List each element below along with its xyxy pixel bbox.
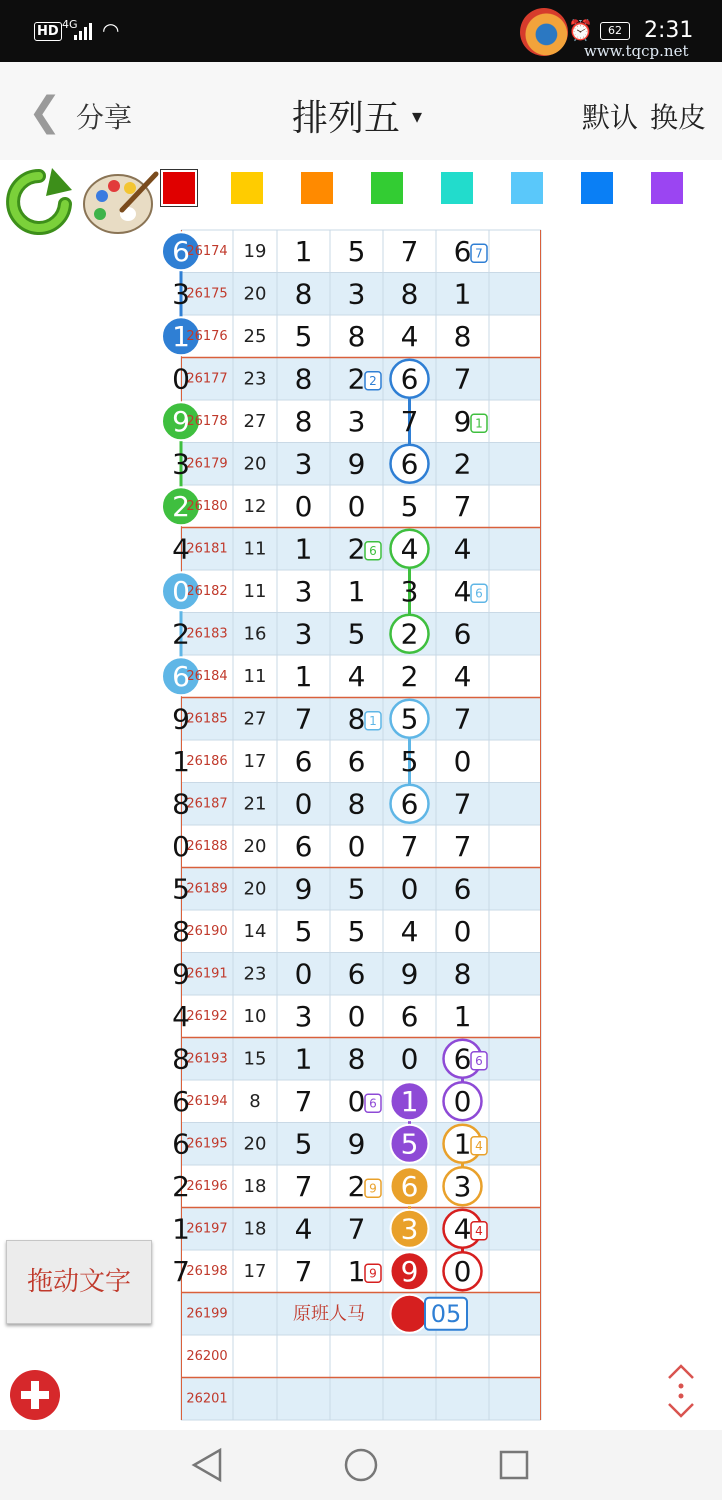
wifi-icon: ◠	[102, 18, 120, 42]
digit-cell: 8	[294, 277, 313, 311]
digit-cell: 2	[347, 1169, 366, 1203]
digit-cell: 6	[347, 744, 366, 778]
gap-badge-text: 6	[475, 1053, 483, 1068]
lottery-chart-table[interactable]	[172, 234, 541, 1430]
digit-cell: 5	[294, 1127, 313, 1161]
issue-number: 26175	[186, 286, 228, 302]
digit-cell: 1	[453, 999, 472, 1033]
issue-number: 26174	[186, 243, 228, 259]
gap-badge-text: 6	[475, 586, 483, 601]
issue-number: 26187	[186, 796, 228, 812]
digit-cell: 7	[400, 234, 419, 268]
square-recent-icon[interactable]	[497, 1446, 531, 1484]
digit-cell: 7	[453, 787, 472, 821]
digit-cell: 3	[400, 574, 419, 608]
digit-cell: 1	[172, 744, 190, 778]
digit-cell: 7	[453, 702, 472, 736]
color-swatch[interactable]	[511, 172, 543, 204]
issue-number: 26186	[186, 753, 228, 769]
digit-cell: 3	[294, 617, 313, 651]
digit-cell: 6	[453, 617, 472, 651]
sum-value: 17	[243, 750, 267, 772]
digit-cell: 2	[347, 362, 366, 396]
digit-cell: 6	[172, 659, 190, 693]
digit-cell: 3	[172, 447, 190, 481]
hd-indicator: HD	[34, 22, 62, 41]
row-background	[181, 1378, 541, 1421]
digit-cell: 9	[400, 1254, 419, 1288]
sum-value: 19	[243, 240, 267, 262]
sum-value: 27	[243, 708, 267, 730]
status-bar	[0, 0, 722, 62]
plus-icon[interactable]	[10, 1370, 60, 1420]
digit-cell: 6	[172, 1127, 190, 1161]
sum-value: 11	[243, 538, 267, 560]
network-type: 4G	[62, 18, 78, 31]
sum-value: 12	[243, 495, 267, 517]
gap-badge-text: 9	[369, 1266, 377, 1281]
sum-value: 27	[243, 410, 267, 432]
digit-cell: 7	[453, 362, 472, 396]
digit-cell: 1	[347, 1254, 366, 1288]
digit-cell: 1	[294, 1042, 313, 1076]
digit-cell: 3	[453, 1169, 472, 1203]
palette-icon[interactable]	[82, 170, 158, 236]
gap-badge-text: 9	[369, 1181, 377, 1196]
digit-cell: 9	[294, 872, 313, 906]
digit-cell: 7	[172, 1254, 190, 1288]
digit-cell: 8	[347, 787, 366, 821]
forecast-dot	[391, 1295, 429, 1333]
digit-cell: 3	[347, 404, 366, 438]
digit-cell: 2	[400, 617, 419, 651]
digit-cell: 9	[347, 1127, 366, 1161]
digit-cell: 0	[347, 829, 366, 863]
digit-cell: 3	[294, 999, 313, 1033]
digit-cell: 8	[347, 1042, 366, 1076]
digit-cell: 0	[294, 489, 313, 523]
digit-cell: 8	[453, 957, 472, 991]
sum-value: 11	[243, 665, 267, 687]
digit-cell: 4	[172, 532, 190, 566]
sum-value: 21	[243, 793, 267, 815]
issue-number: 26178	[186, 413, 228, 429]
alarm-icon: ⏰	[568, 18, 593, 42]
sum-value: 25	[243, 325, 267, 347]
digit-cell: 1	[172, 319, 190, 353]
change-skin-button[interactable]: 换皮	[650, 101, 707, 134]
digit-cell: 0	[453, 1254, 472, 1288]
digit-cell: 6	[400, 787, 419, 821]
digit-cell: 1	[294, 234, 313, 268]
issue-number: 26195	[186, 1136, 228, 1152]
digit-cell: 4	[294, 1212, 313, 1246]
issue-number: 26177	[186, 371, 228, 387]
digit-cell: 7	[453, 829, 472, 863]
digit-cell: 2	[172, 617, 190, 651]
clock: 2:31	[644, 18, 694, 43]
digit-cell: 0	[453, 1084, 472, 1118]
digit-cell: 4	[453, 574, 472, 608]
digit-cell: 0	[347, 1084, 366, 1118]
digit-cell: 5	[294, 914, 313, 948]
digit-cell: 9	[400, 957, 419, 991]
issue-number: 26198	[186, 1263, 228, 1279]
issue-number: 26184	[186, 668, 228, 684]
digit-cell: 8	[347, 319, 366, 353]
digit-cell: 9	[172, 404, 190, 438]
digit-cell: 6	[347, 957, 366, 991]
digit-cell: 5	[400, 489, 419, 523]
drag-text-button[interactable]: 拖动文字	[6, 1240, 152, 1324]
gap-badge-text: 6	[369, 543, 377, 558]
digit-cell: 6	[172, 1084, 190, 1118]
digit-cell: 8	[172, 1042, 190, 1076]
digit-cell: 2	[400, 659, 419, 693]
digit-cell: 7	[400, 829, 419, 863]
forecast-box-text: 05	[430, 1299, 462, 1328]
digit-cell: 6	[400, 362, 419, 396]
gap-badge-text: 4	[475, 1223, 483, 1238]
chart-canvas	[172, 230, 541, 1430]
digit-cell: 8	[294, 404, 313, 438]
issue-number: 26197	[186, 1221, 228, 1237]
issue-number: 26181	[186, 541, 228, 557]
digit-cell: 3	[347, 277, 366, 311]
digit-cell: 0	[172, 574, 190, 608]
scroll-arrows-icon[interactable]	[664, 1362, 698, 1420]
digit-cell: 1	[347, 574, 366, 608]
digit-cell: 4	[453, 532, 472, 566]
color-swatch[interactable]	[163, 172, 195, 204]
digit-cell: 4	[400, 914, 419, 948]
battery-indicator: 62	[600, 22, 630, 40]
sum-value: 23	[243, 368, 267, 390]
digit-cell: 6	[453, 1042, 472, 1076]
issue-number: 26179	[186, 456, 228, 472]
sum-value: 15	[243, 1048, 267, 1070]
sum-value: 17	[243, 1260, 267, 1282]
issue-number: 26189	[186, 881, 228, 897]
digit-cell: 7	[294, 1084, 313, 1118]
digit-cell: 5	[400, 744, 419, 778]
issue-number: 26190	[186, 923, 228, 939]
issue-number: 26176	[186, 328, 228, 344]
color-swatch[interactable]	[231, 172, 263, 204]
issue-number: 26188	[186, 838, 228, 854]
gap-badge-text: 4	[475, 1138, 483, 1153]
sum-value: 20	[243, 1133, 267, 1155]
digit-cell: 1	[453, 277, 472, 311]
sum-value: 18	[243, 1175, 267, 1197]
watermark: www.tqcp.net	[584, 42, 689, 60]
digit-cell: 8	[347, 702, 366, 736]
default-button[interactable]: 默认	[582, 101, 639, 134]
issue-number: 26180	[186, 498, 228, 514]
digit-cell: 7	[347, 1212, 366, 1246]
digit-cell: 0	[172, 362, 190, 396]
digit-cell: 4	[400, 532, 419, 566]
digit-cell: 8	[172, 787, 190, 821]
sum-value: 16	[243, 623, 267, 645]
digit-cell: 2	[172, 489, 190, 523]
digit-cell: 6	[400, 1169, 419, 1203]
forecast-label: 原班人马	[293, 1303, 365, 1325]
back-icon[interactable]: ❮	[28, 89, 62, 135]
digit-cell: 6	[453, 872, 472, 906]
digit-cell: 0	[347, 999, 366, 1033]
digit-cell: 0	[347, 489, 366, 523]
sum-value: 18	[243, 1218, 267, 1240]
digit-cell: 7	[453, 489, 472, 523]
digit-cell: 5	[347, 914, 366, 948]
sum-value: 20	[243, 835, 267, 857]
digit-cell: 9	[453, 404, 472, 438]
signal-icon	[74, 22, 96, 40]
gap-badge-text: 2	[369, 373, 377, 388]
digit-cell: 3	[294, 574, 313, 608]
digit-cell: 0	[453, 914, 472, 948]
digit-cell: 0	[453, 744, 472, 778]
digit-cell: 8	[453, 319, 472, 353]
sum-value: 23	[243, 963, 267, 985]
digit-cell: 9	[347, 447, 366, 481]
share-button[interactable]: 分享	[76, 101, 133, 134]
digit-cell: 3	[294, 447, 313, 481]
sum-value: 20	[243, 283, 267, 305]
refresh-icon[interactable]	[6, 168, 72, 238]
digit-cell: 1	[172, 1212, 190, 1246]
digit-cell: 2	[172, 1169, 190, 1203]
sum-value: 20	[243, 878, 267, 900]
digit-cell: 5	[400, 1127, 419, 1161]
digit-cell: 5	[347, 234, 366, 268]
digit-cell: 9	[172, 957, 190, 991]
digit-cell: 1	[294, 532, 313, 566]
issue-number: 26194	[186, 1093, 228, 1109]
digit-cell: 1	[400, 1084, 419, 1118]
digit-cell: 8	[294, 362, 313, 396]
circle-home-icon[interactable]	[343, 1446, 379, 1484]
site-logo-icon	[520, 8, 568, 56]
digit-cell: 5	[400, 702, 419, 736]
issue-number: 26201	[186, 1391, 228, 1407]
issue-number: 26200	[186, 1348, 228, 1364]
gap-badge-text: 1	[369, 713, 377, 728]
sum-value: 10	[243, 1005, 267, 1027]
digit-cell: 8	[400, 277, 419, 311]
digit-cell: 6	[400, 999, 419, 1033]
digit-cell: 5	[172, 872, 190, 906]
digit-cell: 1	[294, 659, 313, 693]
sum-value: 14	[243, 920, 267, 942]
color-swatch[interactable]	[301, 172, 333, 204]
digit-cell: 3	[172, 277, 190, 311]
gap-badge-text: 6	[369, 1096, 377, 1111]
color-swatch[interactable]	[441, 172, 473, 204]
digit-cell: 6	[453, 234, 472, 268]
digit-cell: 3	[400, 1212, 419, 1246]
digit-cell: 1	[453, 1127, 472, 1161]
sum-value: 8	[249, 1090, 261, 1112]
gap-badge-text: 1	[475, 416, 483, 431]
color-swatch[interactable]	[581, 172, 613, 204]
digit-cell: 9	[172, 702, 190, 736]
digit-cell: 4	[453, 1212, 472, 1246]
digit-cell: 0	[172, 829, 190, 863]
issue-number: 26199	[186, 1306, 228, 1322]
triangle-back-icon[interactable]	[190, 1446, 224, 1484]
digit-cell: 7	[294, 702, 313, 736]
digit-cell: 0	[400, 1042, 419, 1076]
issue-number: 26192	[186, 1008, 228, 1024]
sum-value: 20	[243, 453, 267, 475]
digit-cell: 0	[294, 957, 313, 991]
digit-cell: 7	[294, 1254, 313, 1288]
digit-cell: 7	[294, 1169, 313, 1203]
lottery-type-selector[interactable]: 排列五	[292, 98, 401, 139]
digit-cell: 5	[294, 319, 313, 353]
gap-badge-text: 7	[475, 246, 483, 261]
digit-cell: 8	[172, 914, 190, 948]
digit-cell: 4	[453, 659, 472, 693]
digit-cell: 2	[453, 447, 472, 481]
digit-cell: 4	[400, 319, 419, 353]
digit-cell: 6	[294, 744, 313, 778]
issue-number: 26182	[186, 583, 228, 599]
issue-number: 26196	[186, 1178, 228, 1194]
digit-cell: 0	[294, 787, 313, 821]
digit-cell: 5	[347, 617, 366, 651]
digit-cell: 7	[400, 404, 419, 438]
issue-number: 26183	[186, 626, 228, 642]
sum-value: 11	[243, 580, 267, 602]
color-swatch[interactable]	[651, 172, 683, 204]
digit-cell: 6	[400, 447, 419, 481]
issue-number: 26191	[186, 966, 228, 982]
digit-cell: 6	[294, 829, 313, 863]
digit-cell: 2	[347, 532, 366, 566]
issue-number: 26193	[186, 1051, 228, 1067]
digit-cell: 0	[400, 872, 419, 906]
dropdown-arrow-icon[interactable]: ▾	[412, 104, 423, 128]
digit-cell: 5	[347, 872, 366, 906]
digit-cell: 6	[172, 234, 190, 268]
digit-cell: 4	[172, 999, 190, 1033]
digit-cell: 4	[347, 659, 366, 693]
color-swatch[interactable]	[371, 172, 403, 204]
issue-number: 26185	[186, 711, 228, 727]
